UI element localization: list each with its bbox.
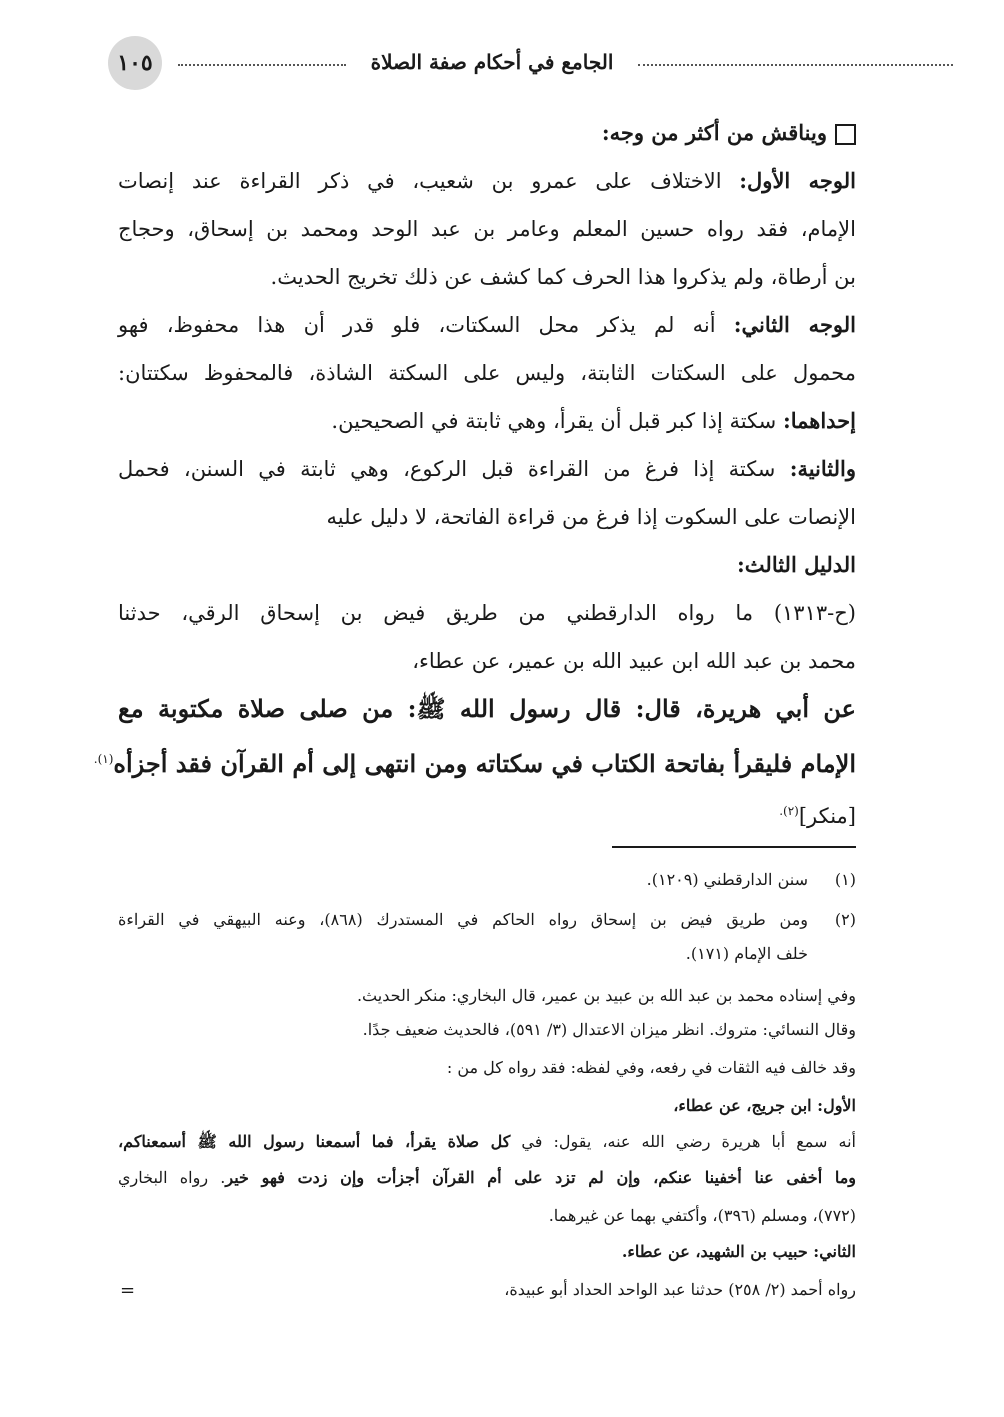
page-number-badge: ١٠٥ bbox=[108, 36, 162, 90]
footnote-2-line-5: وقد خالف فيه الثقات في رفعه، وفي لفظه: فقد رواه كل من : bbox=[446, 1058, 856, 1077]
checkbox-square-icon bbox=[835, 124, 856, 145]
discussion-heading: ويناقش من أكثر من وجه: bbox=[602, 118, 856, 148]
footnote-2-line-7: أنه سمع أبا هريرة رضي الله عنه، يقول: في كل صلاة يقرأ، فما أسمعنا رسول الله ﷺ أسمعناكم، bbox=[118, 1132, 856, 1151]
footnote-2-line-3: وفي إسناده محمد بن عبد الله بن عبيد بن عمير، قال البخاري: منكر الحديث. bbox=[356, 986, 856, 1005]
footnote-2-line-1: ومن طريق فيض بن إسحاق رواه الحاكم في المستدرك (٨٦٨)، وعنه البيهقي في القراءة bbox=[118, 910, 808, 929]
footnote-2-line-4: وقال النسائي: متروك. انظر ميزان الاعتدال (٣/ ٥٩١)، فالحديث ضعيف جدًا. bbox=[362, 1020, 856, 1039]
second-aspect-line-2: محمول على السكتات الثابتة، وليس على السكتة الشاذة، فالمحفوظ سكتتان: bbox=[118, 361, 856, 385]
second-pause-label: والثانية: bbox=[789, 456, 856, 481]
running-header bbox=[108, 36, 860, 112]
first-aspect-line-2: الإمام، فقد رواه حسين المعلم وعامر بن عبد الوحد ومحمد بن إسحاق، وحجاج bbox=[118, 217, 856, 241]
hadith-verdict: [منكر]$^{(٢).}$ bbox=[779, 804, 856, 828]
header-dotted-rule-right bbox=[638, 64, 953, 66]
first-pause-line: إحداهما: سكتة إذا كبر قبل أن يقرأ، وهي ثابتة في الصحيحين. bbox=[331, 408, 856, 433]
header-dotted-rule-left bbox=[178, 64, 346, 66]
hadith-intro-line-1: (ح-١٣١٣) ما رواه الدارقطني من طريق فيض بن إسحاق الرقي، حدثنا bbox=[118, 601, 856, 625]
footnote-1-number: (١) bbox=[834, 870, 856, 889]
hadith-text-line-2: الإمام فليقرأ بفاتحة الكتاب في سكتاته ومن انتهى إلى أم القرآن فقد أجزأه$^{(١).}$ bbox=[93, 749, 856, 778]
footnote-1-text: سنن الدارقطني (١٢٠٩). bbox=[646, 870, 808, 889]
footnote-2-number: (٢) bbox=[834, 910, 856, 929]
footnote-2-second-narrator: الثاني: حبيب بن الشهيد، عن عطاء. bbox=[621, 1242, 856, 1261]
first-aspect-line-1: الوجه الأول: الاختلاف على عمرو بن شعيب، في ذكر القراءة عند إنصات bbox=[118, 168, 856, 193]
footnote-ref-2: (٢). bbox=[779, 804, 799, 818]
footnote-2-line-11: رواه أحمد (٢/ ٢٥٨) حدثنا عبد الواحد الحداد أبو عبيدة، bbox=[504, 1280, 856, 1299]
footnote-2-line-8: وما أخفى عنا أخفينا عنكم، وإن لم تزد على أم القرآن أجزأت وإن زدت فهو خير. رواه البخاري bbox=[118, 1168, 857, 1187]
footnote-ref-1: (١). bbox=[93, 752, 114, 766]
first-aspect-line-3: بن أرطاة، ولم يذكروا هذا الحرف كما كشف عن ذلك تخريج الحديث. bbox=[270, 265, 856, 289]
header-title: الجامع في أحكام صفة الصلاة bbox=[370, 50, 614, 74]
footnote-separator bbox=[612, 846, 856, 848]
second-pause-line-2: الإنصات على السكوت إذا فرغ من قراءة الفاتحة، لا دليل عليه bbox=[326, 505, 856, 529]
hadith-text-line-1: عن أبي هريرة، قال: قال رسول الله ﷺ: من صلى صلاة مكتوبة مع bbox=[118, 694, 856, 723]
second-pause-line-1: والثانية: سكتة إذا فرغ من القراءة قبل الركوع، وهي ثابتة في السنن، فحمل bbox=[118, 456, 856, 481]
third-evidence-heading: الدليل الثالث: bbox=[737, 552, 856, 577]
first-aspect-label: الوجه الأول: bbox=[739, 168, 856, 193]
second-aspect-line-1: الوجه الثاني: أنه لم يذكر محل السكتات، فلو قدر أن هذا محفوظ، فهو bbox=[118, 312, 857, 337]
continuation-mark: = bbox=[120, 1280, 136, 1301]
footnote-2-first-narrator: الأول: ابن جريج، عن عطاء، bbox=[673, 1096, 856, 1115]
second-aspect-label: الوجه الثاني: bbox=[733, 312, 857, 337]
footnote-2-line-2: خلف الإمام (١٧١). bbox=[685, 944, 808, 963]
first-pause-label: إحداهما: bbox=[782, 408, 856, 433]
hadith-intro-line-2: محمد بن عبد الله ابن عبيد الله بن عمير، عن عطاء، bbox=[412, 649, 856, 673]
footnote-2-line-9: (٧٧٢)، ومسلم (٣٩٦)، وأكتفي بهما عن غيرهما. bbox=[548, 1206, 856, 1225]
